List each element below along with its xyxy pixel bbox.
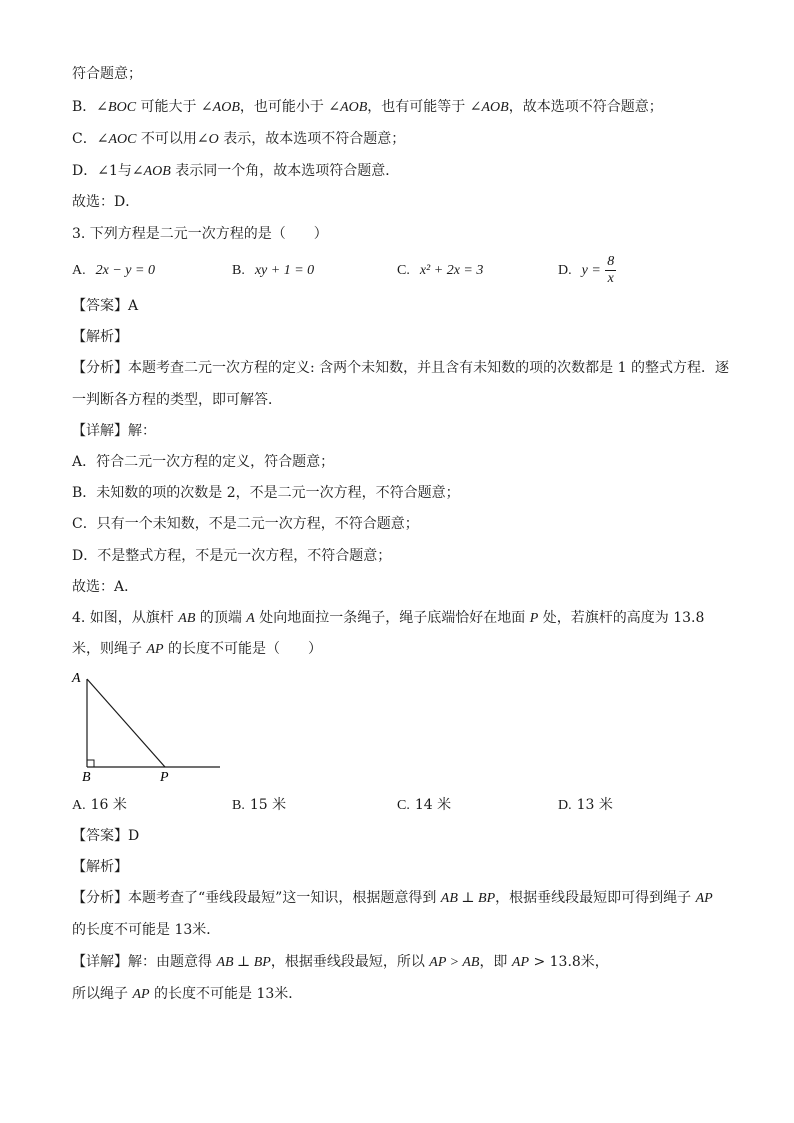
math: AOC	[108, 132, 137, 147]
math: AB ⊥ BP	[216, 955, 271, 970]
label-a: A	[72, 671, 81, 686]
text: 不可以用∠	[136, 131, 209, 147]
q3-answer	[72, 296, 138, 316]
math: AB	[178, 611, 196, 626]
jiexi-tag: 【解析】	[72, 329, 128, 345]
text: 所以绳子	[72, 986, 133, 1002]
text: 处向地面拉一条绳子，绳子底端恰好在地面	[254, 610, 530, 626]
text: 米，则绳子	[72, 641, 147, 657]
q3-analysis-2	[72, 390, 282, 410]
q4-option-c	[397, 795, 451, 816]
flagpole-figure	[66, 666, 236, 786]
text: ，也可能小于 ∠	[239, 99, 341, 115]
option-text: 13 米	[576, 797, 613, 813]
q4-analysis-1	[72, 888, 713, 909]
q3-option-c	[397, 260, 483, 281]
text: 的顶端	[195, 610, 247, 626]
q3-detail-d	[72, 546, 391, 566]
q3-detail-c	[72, 514, 419, 534]
math: AP	[695, 891, 713, 906]
text: 本题考查了“垂线段最短”这一知识，根据题意得到	[128, 890, 441, 906]
math: P	[529, 611, 539, 626]
math: AP	[132, 987, 150, 1002]
q4-option-d	[558, 795, 613, 816]
text: 表示，故本选项不符合题意；	[218, 131, 406, 147]
math: A	[246, 611, 255, 626]
q3-analysis-1	[72, 358, 729, 378]
q4-option-a	[72, 795, 127, 816]
q4-jiexi	[72, 857, 128, 877]
text: 故选：D．	[72, 194, 140, 210]
numerator: 8	[607, 253, 615, 269]
option-letter: D.	[558, 798, 572, 813]
text: ，根据垂线段最短，所以	[270, 954, 430, 970]
analysis-tag: 【分析】	[72, 890, 128, 906]
math: AOB	[340, 100, 368, 115]
math: AOB	[212, 100, 240, 115]
option-letter: C.	[397, 263, 410, 278]
math: AP > AB	[429, 955, 480, 970]
label-b: B	[82, 770, 91, 785]
option-expr: y =	[581, 263, 601, 278]
q4-answer	[72, 826, 139, 846]
text: 符合题意；	[72, 66, 142, 82]
text: B．未知数的项的次数是 2，不是二元一次方程，不符合题意；	[72, 485, 460, 501]
q4-analysis-2	[72, 920, 220, 940]
text: 4. 如图，从旗杆	[72, 610, 179, 626]
right-angle-mark	[87, 760, 94, 767]
text: D．不是整式方程，不是元一次方程，不符合题意；	[72, 548, 392, 564]
prev-line-1	[72, 64, 142, 84]
q3-option-a	[72, 260, 155, 281]
option-letter: C.	[397, 798, 410, 813]
option-letter: A.	[72, 263, 86, 278]
text: C．只有一个未知数，不是二元一次方程，不符合题意；	[72, 516, 419, 532]
text: D．∠1与∠	[72, 163, 144, 179]
text: 3. 下列方程是二元一次方程的是（ ）	[72, 226, 328, 242]
text: ，故本选项不符合题意；	[508, 99, 663, 115]
option-letter: B.	[232, 798, 245, 813]
text: 解：由题意得	[128, 954, 217, 970]
q3-choose	[72, 577, 138, 597]
text: ，根据垂线段最短即可得到绳子	[495, 890, 696, 906]
option-text: 16 米	[90, 797, 127, 813]
text: 本题考查二元一次方程的定义: 含两个未知数，并且含有未知数的项的次数都是 1 的整式方程．逐	[128, 360, 729, 376]
math: AB ⊥ BP	[440, 891, 496, 906]
option-text: 15 米	[249, 797, 287, 813]
q4-option-b	[232, 795, 286, 816]
text: ，也有可能等于 ∠	[367, 99, 482, 115]
text: B．∠	[72, 99, 109, 115]
prev-line-d	[72, 161, 399, 182]
math: AP	[511, 955, 529, 970]
text: 一判断各方程的类型，即可解答．	[72, 392, 282, 408]
analysis-tag: 【分析】	[72, 360, 128, 376]
option-expr: 2x − y = 0	[95, 263, 155, 278]
option-letter: A.	[72, 798, 86, 813]
q4-stem-1	[72, 608, 704, 629]
q3-option-b	[232, 260, 314, 281]
q4-detail-1	[72, 952, 609, 973]
option-text: 14 米	[414, 797, 452, 813]
q3-option-d	[558, 250, 616, 291]
option-expr: x² + 2x = 3	[419, 263, 484, 278]
denominator: x	[607, 270, 614, 286]
text: ，即	[479, 954, 512, 970]
fraction	[605, 254, 616, 287]
detail-tag: 【详解】	[72, 954, 128, 970]
prev-choose	[72, 192, 139, 212]
answer-value: A	[128, 298, 139, 314]
q4-stem-2	[72, 639, 322, 660]
text: C．∠	[72, 131, 109, 147]
q3-detail-a	[72, 452, 334, 472]
text: A．符合二元一次方程的定义，符合题意；	[72, 454, 335, 470]
prev-line-c	[72, 129, 405, 150]
math: AOB	[481, 100, 509, 115]
option-letter: B.	[232, 263, 245, 278]
math: AOB	[143, 164, 171, 179]
text: 可能大于 ∠	[136, 99, 213, 115]
text: 故选：A．	[72, 579, 139, 595]
label-p: P	[160, 770, 169, 785]
math: O	[208, 132, 219, 147]
prev-line-b	[72, 97, 663, 118]
q3-detail-head	[72, 421, 156, 441]
answer-tag: 【答案】	[72, 298, 128, 314]
text: 解：	[128, 423, 156, 439]
math: BOC	[108, 100, 137, 115]
text: 的长度不可能是（ ）	[163, 641, 323, 657]
text: > 13.8米，	[529, 954, 609, 970]
text: 处，若旗杆的高度为 13.8	[538, 610, 705, 626]
jiexi-tag: 【解析】	[72, 859, 128, 875]
option-expr: xy + 1 = 0	[254, 263, 315, 278]
detail-tag: 【详解】	[72, 423, 128, 439]
q3-detail-b	[72, 483, 460, 503]
text: 表示同一个角，故本选项符合题意．	[170, 163, 400, 179]
option-letter: D.	[558, 263, 572, 278]
q4-detail-2	[72, 984, 302, 1005]
q3-stem	[72, 224, 328, 244]
text: 的长度不可能是 13米．	[149, 986, 303, 1002]
q3-jiexi	[72, 327, 128, 347]
text: 的长度不可能是 13米．	[72, 922, 221, 938]
answer-value: D	[128, 828, 140, 844]
segment-ap	[87, 679, 165, 767]
math: AP	[146, 642, 164, 657]
answer-tag: 【答案】	[72, 828, 128, 844]
